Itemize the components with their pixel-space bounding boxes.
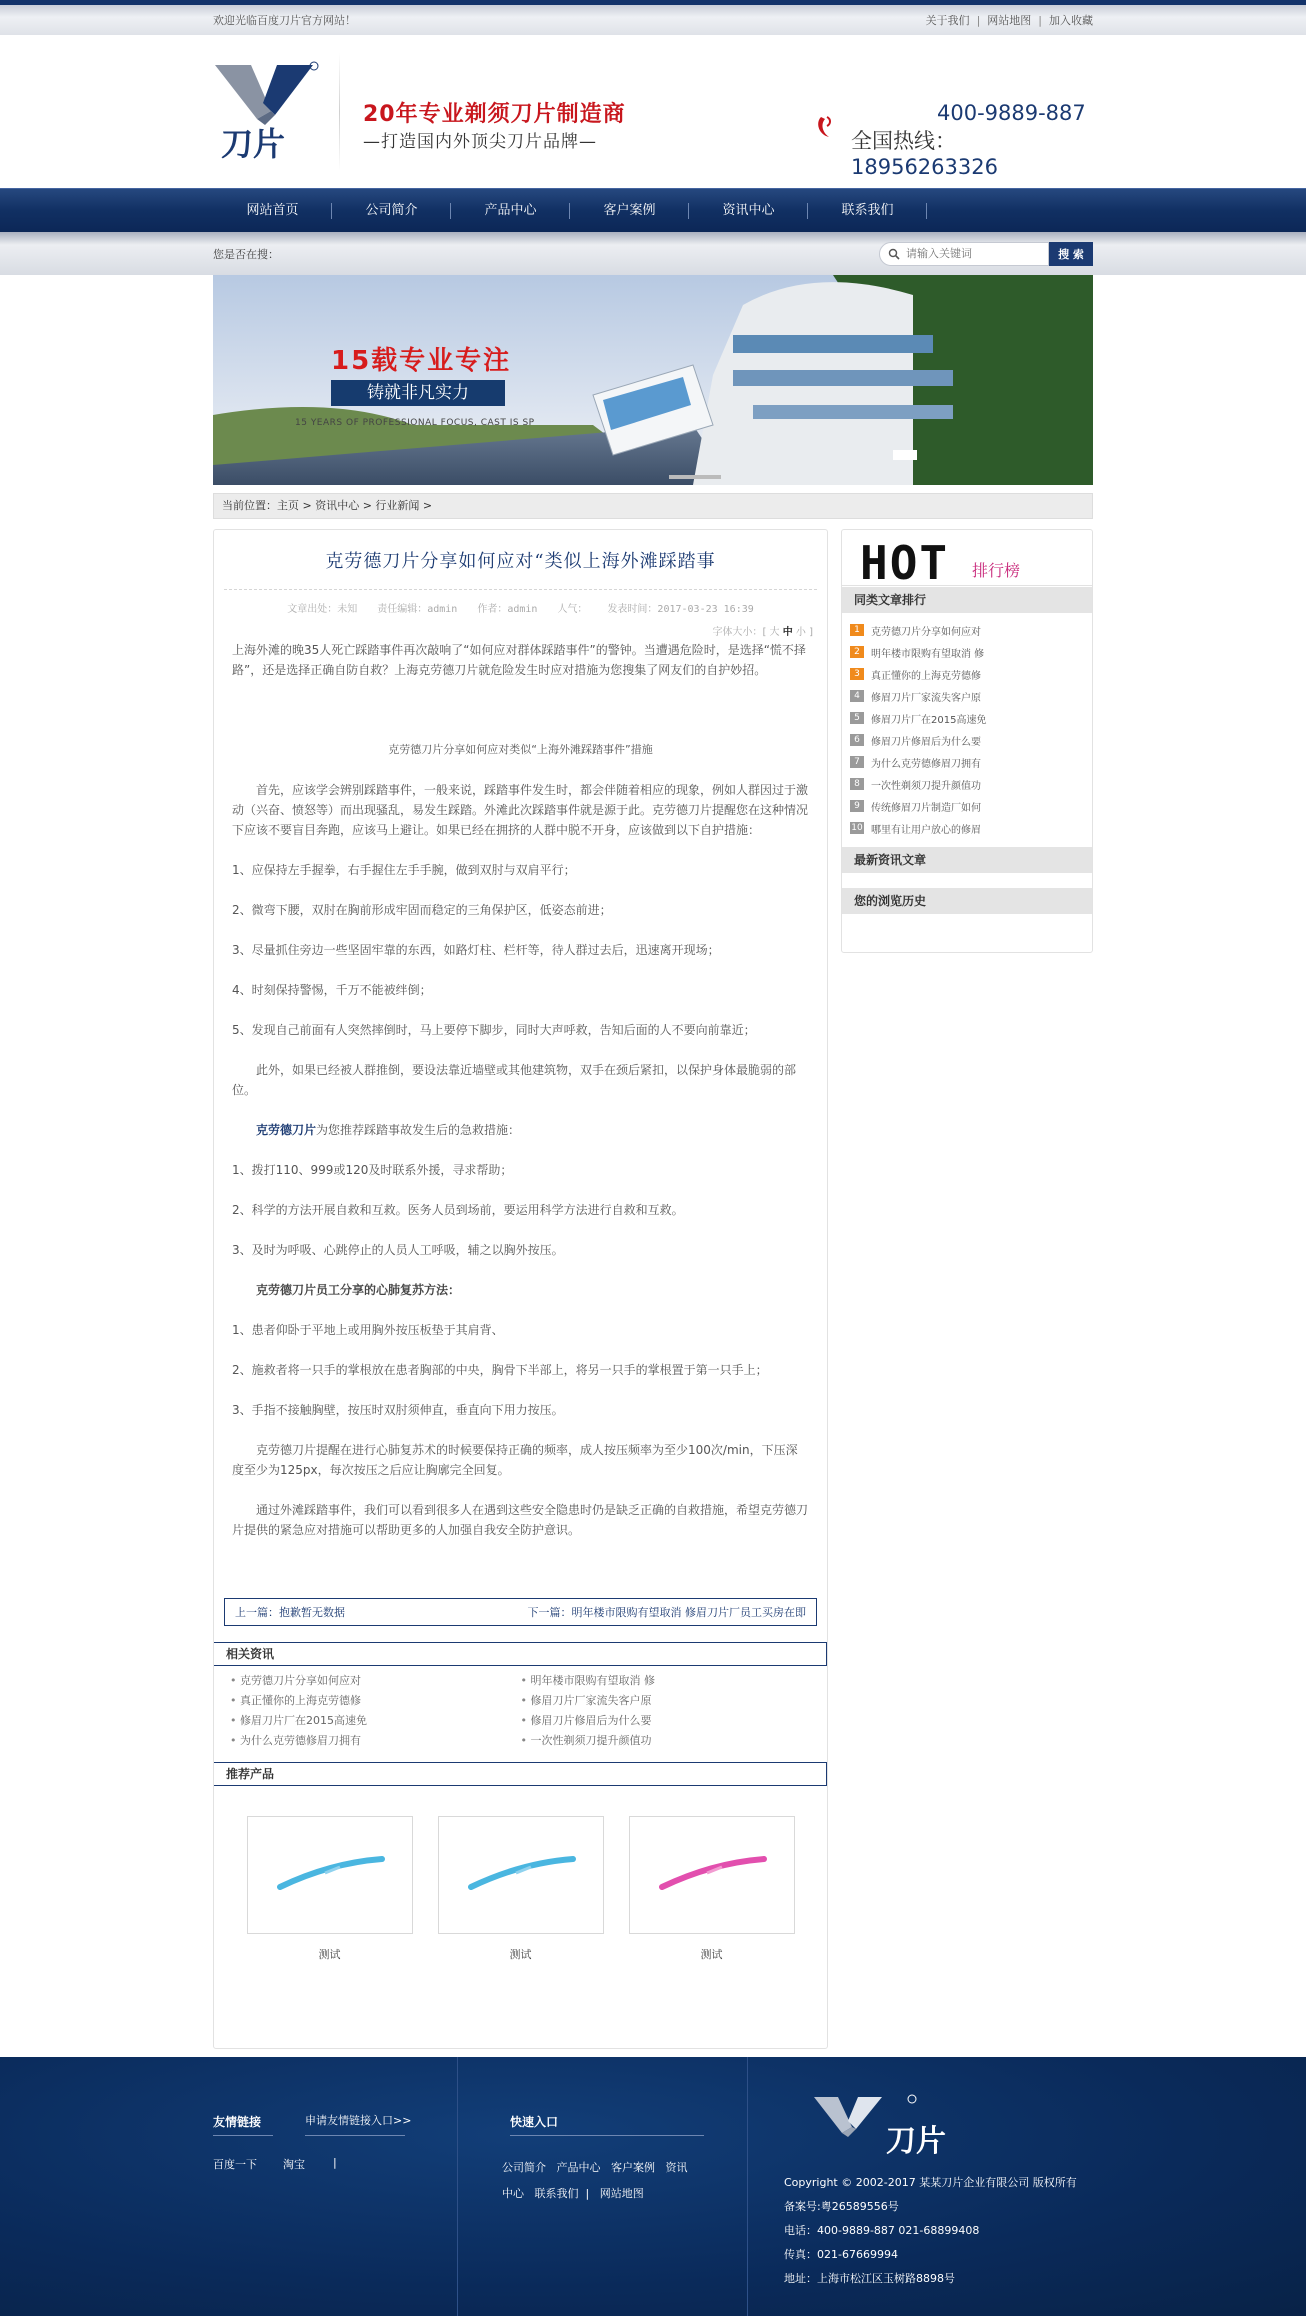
main-nav — [0, 188, 1306, 232]
rank-title: 同类文章排行 — [842, 587, 1092, 613]
paragraph: 克劳德刀片提醒在进行心肺复苏术的时候要保持正确的频率，成人按压频率为至少100次/min，下压深度至少为125px，每次按压之后应让胸廓完全回复。 — [232, 1443, 798, 1477]
copyright: Copyright © 2002-2017 某某刀片企业有限公司 版权所有 — [784, 2176, 1077, 2189]
related-item[interactable]: • 修眉刀片厂家流失客户原 — [521, 1692, 812, 1708]
paragraph: 首先，应该学会辨别踩踏事件，一般来说，踩踏事件发生时，都会伴随着相应的现象，例如人群因过于激动（兴奋、愤怒等）而出现骚乱，易发生踩踏。外滩此次踩踏事件就是源于此。克劳德刀片提醒您在这种情况下应该不要盲目奔跑，应该马上避让。如果已经在拥挤的人群中脱不开身，应该做到以下自护措施： — [232, 783, 809, 837]
site-footer — [0, 2057, 1306, 2316]
footer-address: 地址：上海市松江区玉树路8898号 — [784, 2272, 955, 2285]
meta-source: 文章出处：未知 — [287, 604, 358, 615]
quick-title: 快速入口 — [510, 2115, 559, 2129]
rank-item[interactable]: 10 哪里有让用户放心的修眉 — [851, 823, 981, 836]
next-article-link[interactable]: 下一篇：明年楼市限购有望取消 修眉刀片厂员工买房在即 — [527, 1606, 806, 1619]
logo-blade-icon — [213, 59, 333, 159]
razor-icon — [461, 1845, 581, 1905]
header-subslogan: —打造国内外顶尖刀片品牌— — [363, 132, 597, 152]
related-title: 相关资讯 — [214, 1642, 827, 1666]
related-list — [214, 1666, 827, 1748]
image-caption: 克劳德刀片分享如何应对类似“上海外滩踩踏事件”措施 — [388, 743, 653, 756]
nav-home[interactable]: 网站首页 — [213, 189, 332, 233]
related-item[interactable]: • 真正懂你的上海克劳德修 — [230, 1692, 521, 1708]
product-name[interactable]: 测试 — [318, 1948, 341, 1961]
banner-pager[interactable] — [669, 475, 721, 479]
nav-news[interactable]: 资讯中心 — [689, 189, 808, 233]
aid-item: 2、科学的方法开展自救和互救。医务人员到场前，要运用科学方法进行自救和互救。 — [232, 1203, 684, 1217]
footer-phone: 电话：400-9889-887 021-68899408 — [784, 2224, 980, 2237]
quick-link[interactable]: 公司简介 — [502, 2161, 546, 2174]
quick-link[interactable]: 网站地图 — [599, 2187, 644, 2200]
breadcrumb: 当前位置：主页 > 资讯中心 > 行业新闻 > — [213, 493, 1093, 519]
razor-icon — [652, 1845, 772, 1905]
meta-views: 人气： — [557, 604, 588, 615]
rank-item[interactable]: 1 克劳德刀片分享如何应对 — [850, 619, 1092, 641]
hero-banner[interactable] — [213, 275, 1093, 485]
friend-link[interactable]: 淘宝 — [283, 2158, 305, 2171]
cpr-item: 2、施救者将一只手的掌根放在患者胸部的中央，胸骨下半部上，将另一只手的掌根置于第一只手上； — [232, 1363, 768, 1377]
site-header — [0, 35, 1306, 188]
meta-editor: 责任编辑：admin — [377, 604, 458, 615]
header-divider — [339, 53, 340, 171]
svg-text:刀片: 刀片 — [886, 2124, 946, 2159]
nav-products[interactable]: 产品中心 — [451, 189, 570, 233]
sitemap-link[interactable]: 网站地图 — [987, 14, 1032, 27]
product-card[interactable] — [438, 1816, 604, 1962]
article-intro: 上海外滩的晚35人死亡踩踏事件再次敲响了“如何应对群体踩踏事件”的警钟。当遭遇危险时，是选择“慌不择路”，还是选择正确自防自救？上海克劳德刀片就危险发生时应对措施为您搜集了网友们的自护妙招。 — [232, 643, 806, 677]
rank-item[interactable]: 6 修眉刀片修眉后为什么要 — [850, 729, 1092, 751]
product-list — [214, 1786, 827, 1962]
svg-text:刀片: 刀片 — [221, 125, 286, 159]
related-item[interactable]: • 修眉刀片修眉后为什么要 — [521, 1712, 812, 1728]
search-field — [879, 242, 1049, 266]
hotline-row — [851, 125, 1093, 179]
top-bar — [0, 0, 1306, 35]
history-title: 您的浏览历史 — [842, 888, 1092, 914]
step-item: 3、尽量抓住旁边一些坚固牢靠的东西，如路灯柱、栏杆等，待人群过去后，迅速离开现场； — [232, 943, 720, 957]
hot-search-label: 您是否在搜： — [213, 247, 279, 261]
product-image[interactable] — [247, 1816, 413, 1934]
top-links: 关于我们 | 网站地图 | 加入收藏 — [925, 14, 1093, 27]
related-item[interactable]: • 修眉刀片厂在2015高速免 — [230, 1712, 521, 1728]
cpr-heading: 克劳德刀片员工分享的心肺复苏方法： — [256, 1283, 461, 1297]
footer-quick-col — [458, 2057, 748, 2316]
header-slogan: 20年专业剃须刀片制造商 — [363, 102, 626, 127]
product-image[interactable] — [438, 1816, 604, 1934]
site-logo[interactable] — [213, 59, 333, 159]
rank-item[interactable]: 9 传统修眉刀片制造厂如何 — [850, 795, 1092, 817]
hotline-mobile: 18956263326 — [851, 155, 998, 179]
aid-item: 3、及时为呼吸、心跳停止的人员人工呼吸，辅之以胸外按压。 — [232, 1243, 564, 1257]
favorite-link[interactable]: 加入收藏 — [1049, 14, 1093, 27]
paragraph: 此外，如果已经被人群推倒，要设法靠近墙壁或其他建筑物，双手在颈后紧扣，以保护身体最脆弱的部位。 — [232, 1063, 797, 1097]
prev-next-nav — [224, 1598, 817, 1626]
phone-icon — [813, 113, 841, 141]
prev-article-link[interactable]: 上一篇：抱歉暂无数据 — [235, 1606, 345, 1619]
nav-about[interactable]: 公司简介 — [332, 189, 451, 233]
rank-item[interactable]: 5 修眉刀片厂在2015高速免 — [850, 707, 1092, 729]
cpr-item: 1、患者仰卧于平地上或用胸外按压板垫于其肩背、 — [232, 1323, 504, 1337]
content-area — [213, 529, 1093, 2059]
step-item: 5、发现自己前面有人突然摔倒时，马上要停下脚步，同时大声呼救，告知后面的人不要向前靠近； — [232, 1023, 756, 1037]
quick-link[interactable]: 客户案例 — [611, 2161, 655, 2174]
step-item: 4、时刻保持警惕，千万不能被绊倒； — [232, 983, 432, 997]
quick-link[interactable]: 中心 — [502, 2187, 524, 2200]
article-panel — [213, 529, 828, 2049]
apply-link[interactable]: 申请友情链接入口>> — [305, 2114, 412, 2127]
nav-contact[interactable]: 联系我们 — [808, 189, 927, 233]
footer-info-col — [748, 2057, 1093, 2316]
hot-ranking-header — [842, 530, 1092, 590]
quick-link[interactable]: 产品中心 — [556, 2161, 601, 2174]
hot-title: HOT — [860, 536, 950, 590]
related-item[interactable]: • 克劳德刀片分享如何应对 — [230, 1672, 521, 1688]
paragraph: 通过外滩踩踏事件，我们可以看到很多人在遇到这些安全隐患时仍是缺乏正确的自救措施，希望克劳德刀片提供的紧急应对措施可以帮助更多的人加强自我安全防护意识。 — [232, 1503, 809, 1537]
footer-links-col — [213, 2057, 458, 2316]
article-title: 克劳德刀片分享如何应对“类似上海外滩踩踏事 — [325, 551, 716, 572]
brand-link[interactable]: 克劳德刀片 — [256, 1123, 317, 1137]
rank-item[interactable]: 4 修眉刀片厂家流失客户原 — [850, 685, 1092, 707]
nav-cases[interactable]: 客户案例 — [570, 189, 689, 233]
font-size-control: 字体大小：[ 大 中 小 ] — [712, 627, 813, 638]
hotline-label: 全国热线： — [851, 129, 956, 153]
product-card[interactable] — [247, 1816, 413, 1962]
title-divider — [224, 589, 817, 590]
search-button[interactable]: 搜 索 — [1049, 242, 1093, 266]
quick-link[interactable]: 联系我们 — [534, 2187, 579, 2200]
font-mid[interactable]: 中 — [782, 627, 793, 638]
product-name[interactable]: 测试 — [509, 1948, 532, 1961]
product-name[interactable]: 测试 — [700, 1948, 723, 1961]
font-big[interactable]: 大 — [769, 627, 780, 638]
sidebar — [841, 529, 1093, 953]
product-image[interactable] — [629, 1816, 795, 1934]
related-item[interactable]: • 一次性剃须刀提升颜值功 — [521, 1732, 812, 1748]
razor-icon — [270, 1845, 390, 1905]
rank-item[interactable]: 7 为什么克劳德修眉刀拥有 — [850, 751, 1092, 773]
products-title: 推荐产品 — [214, 1762, 827, 1786]
welcome-text: 欢迎光临百度刀片官方网站！ — [213, 14, 356, 27]
hot-subtitle: 排行榜 — [972, 561, 1021, 580]
company-info — [784, 2171, 1077, 2291]
banner-pill: 铸就非凡实力 — [331, 380, 505, 406]
search-bar — [0, 232, 1306, 275]
search-input[interactable] — [906, 247, 1036, 260]
cpr-item: 3、手指不接触胸壁，按压时双肘须伸直，垂直向下用力按压。 — [232, 1403, 564, 1417]
search-box — [879, 242, 1093, 266]
rank-item[interactable]: 2 明年楼市限购有望取消 修 — [850, 641, 1092, 663]
latest-title: 最新资讯文章 — [842, 847, 1092, 873]
article-meta — [214, 600, 827, 615]
rank-list — [842, 613, 1092, 839]
article-body — [214, 640, 827, 1540]
hotline-400: 400-9889-887 — [937, 101, 1086, 125]
product-card[interactable] — [629, 1816, 795, 1962]
friend-link[interactable]: 百度一下 — [213, 2158, 257, 2171]
link-separator: | — [333, 2156, 337, 2169]
footer-logo — [812, 2093, 982, 2159]
related-item[interactable]: • 为什么克劳德修眉刀拥有 — [230, 1732, 521, 1748]
step-item: 2、微弯下腰，双肘在胸前形成牢固而稳定的三角保护区，低姿态前进； — [232, 903, 612, 917]
meta-date: 发表时间：2017-03-23 16:39 — [607, 604, 754, 615]
rank-item[interactable]: 3 真正懂你的上海克劳德修 — [850, 663, 1092, 685]
banner-tagline: 15 YEARS OF PROFESSIONAL FOCUS, CAST IS SP — [295, 418, 535, 428]
rank-item[interactable]: 8 一次性剃须刀提升颜值功 — [850, 773, 1092, 795]
step-item: 1、应保持左手握拳，右手握住左手手腕，做到双肘与双肩平行； — [232, 863, 576, 877]
related-item[interactable]: • 明年楼市限购有望取消 修 — [521, 1672, 812, 1688]
quick-link[interactable]: 资讯 — [665, 2161, 688, 2174]
font-small[interactable]: 小 — [795, 627, 806, 638]
links-title: 友情链接 — [213, 2115, 262, 2129]
search-icon — [888, 248, 900, 260]
footer-fax: 传真：021-67669994 — [784, 2248, 898, 2261]
banner-title: 15载专业专注 — [331, 346, 512, 376]
paragraph: 克劳德刀片为您推荐踩踏事故发生后的急救措施： — [256, 1123, 521, 1137]
meta-author: 作者：admin — [477, 604, 538, 615]
icp-number: 备案号:粤26589556号 — [784, 2200, 899, 2213]
aid-item: 1、拨打110、999或120及时联系外援，寻求帮助； — [232, 1163, 513, 1177]
quick-links: 公司简介 产品中心 客户案例 资讯 中心 联系我们 | 网站地图 — [502, 2161, 688, 2200]
about-link[interactable]: 关于我们 — [925, 14, 970, 27]
